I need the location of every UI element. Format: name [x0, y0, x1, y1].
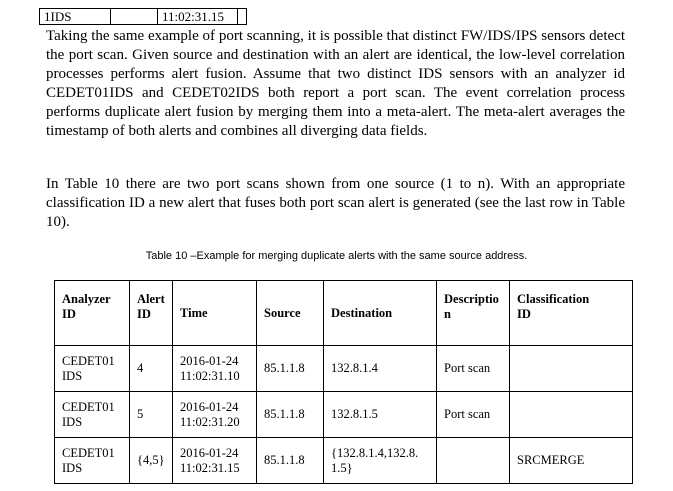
table-row	[55, 392, 633, 438]
table-row	[40, 9, 247, 25]
body-paragraph: In Table 10 there are two port scans shown from one source (1 to n). With an appropriate classification ID a new alert that fuses both port scan alert is generated (see the last row in Table 10).	[46, 176, 625, 230]
header-description: Descriptio n	[437, 281, 510, 346]
cell-destination: {132.8.1.4,132.8. 1.5}	[324, 438, 437, 484]
cell-alert-id: 4	[130, 346, 173, 392]
cell-source: 85.1.1.8	[257, 346, 324, 392]
header-alert-id: Alert ID	[130, 281, 173, 346]
header-destination: Destination	[324, 281, 437, 346]
cell-description: Port scan	[437, 346, 510, 392]
cell-classification	[510, 346, 633, 392]
table-cell	[111, 9, 158, 25]
table-cell	[238, 9, 247, 25]
cell-description	[437, 438, 510, 484]
alerts-table	[54, 280, 633, 484]
table-header-row	[55, 281, 633, 346]
cell-analyzer: CEDET01 IDS	[55, 392, 130, 438]
header-classification-id: Classification ID	[510, 281, 633, 346]
cell-classification	[510, 392, 633, 438]
cell-description: Port scan	[437, 392, 510, 438]
cell-classification: SRCMERGE	[510, 438, 633, 484]
header-analyzer-id: Analyzer ID	[55, 281, 130, 346]
cell-destination: 132.8.1.5	[324, 392, 437, 438]
header-time: Time	[173, 281, 257, 346]
cell-analyzer: CEDET01 IDS	[55, 346, 130, 392]
cell-analyzer: CEDET01 IDS	[55, 438, 130, 484]
cell-time: 2016-01-24 11:02:31.20	[173, 392, 257, 438]
cell-time: 2016-01-24 11:02:31.10	[173, 346, 257, 392]
cell-source: 85.1.1.8	[257, 438, 324, 484]
table-row	[55, 438, 633, 484]
cell-alert-id: 5	[130, 392, 173, 438]
table-row	[55, 346, 633, 392]
previous-table-fragment	[39, 8, 247, 25]
header-source: Source	[257, 281, 324, 346]
cell-time: 2016-01-24 11:02:31.15	[173, 438, 257, 484]
body-paragraph: Taking the same example of port scanning, it is possible that distinct FW/IDS/IPS sensors detect the port scan. Given source and destination with an alert are identical, the low-level correlation processes performs alert fusion. Assume that two distinct IDS sensors with an analyzer id CEDET01IDS and CEDET02IDS both report a port scan. The event correlation process performs duplicate alert fusion by merging them into a meta-alert. The meta-alert averages the timestamp of both alerts and combines all diverging data fields.	[46, 28, 625, 139]
table-caption: Table 10 –Example for merging duplicate alerts with the same source address.	[145, 250, 528, 262]
cell-alert-id: {4,5}	[130, 438, 173, 484]
cell-source: 85.1.1.8	[257, 392, 324, 438]
table-cell: 11:02:31.15	[158, 9, 238, 25]
cell-destination: 132.8.1.4	[324, 346, 437, 392]
table-cell: 1IDS	[40, 9, 111, 25]
